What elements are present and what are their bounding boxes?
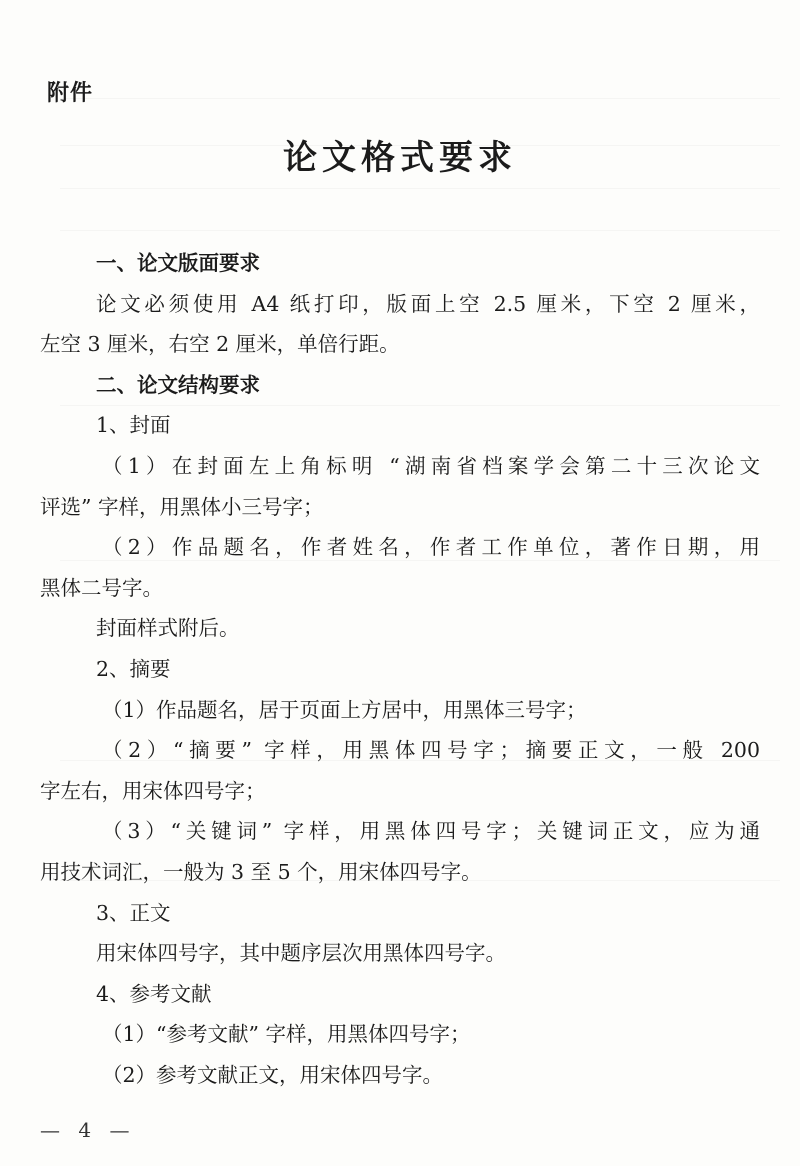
attachment-label: 附件: [47, 81, 94, 106]
paragraph-line: （2）作品题名，作者姓名，作者工作单位，著作日期，用: [102, 535, 760, 560]
paragraph-line: （2）“摘要” 字样，用黑体四号字；摘要正文，一般 200: [102, 738, 760, 763]
paragraph-line: 用技术词汇，一般为 3 至 5 个，用宋体四号字。: [40, 859, 482, 884]
page-title: 论文格式要求: [283, 138, 517, 178]
paragraph-line: （2）参考文献正文，用宋体四号字。: [102, 1062, 444, 1087]
paragraph-line: 黑体二号字。: [40, 575, 163, 600]
paragraph-line: （1）在封面左上角标明 “湖南省档案学会第二十三次论文: [102, 453, 760, 478]
paragraph-line: 字左右，用宋体四号字；: [40, 778, 266, 803]
paragraph-line: 用宋体四号字，其中题序层次用黑体四号字。: [96, 941, 506, 966]
paragraph-line: 封面样式附后。: [96, 616, 240, 641]
paragraph-line: 评选” 字样，用黑体小三号字；: [40, 494, 324, 519]
page-number: — 4 —: [40, 1118, 136, 1142]
paragraph-line: （3）“关键词” 字样，用黑体四号字；关键词正文，应为通: [102, 819, 760, 844]
subsection-heading-abstract: 2、摘要: [96, 656, 171, 681]
paragraph-line: 论文必须使用 A4 纸打印，版面上空 2.5 厘米，下空 2 厘米，: [96, 291, 760, 316]
section-heading-structure: 二、论文结构要求: [96, 372, 260, 397]
section-heading-layout: 一、论文版面要求: [96, 251, 260, 275]
paragraph-line: （1）作品题名，居于页面上方居中，用黑体三号字；: [102, 697, 587, 722]
subsection-heading-references: 4、参考文献: [96, 981, 212, 1006]
subsection-heading-main-text: 3、正文: [96, 900, 171, 925]
paragraph-line: （1）“参考文献” 字样，用黑体四号字；: [102, 1022, 471, 1047]
paragraph-line: 左空 3 厘米，右空 2 厘米，单倍行距。: [40, 332, 400, 357]
subsection-heading-cover: 1、封面: [96, 413, 171, 438]
document-body: [40, 243, 760, 1095]
